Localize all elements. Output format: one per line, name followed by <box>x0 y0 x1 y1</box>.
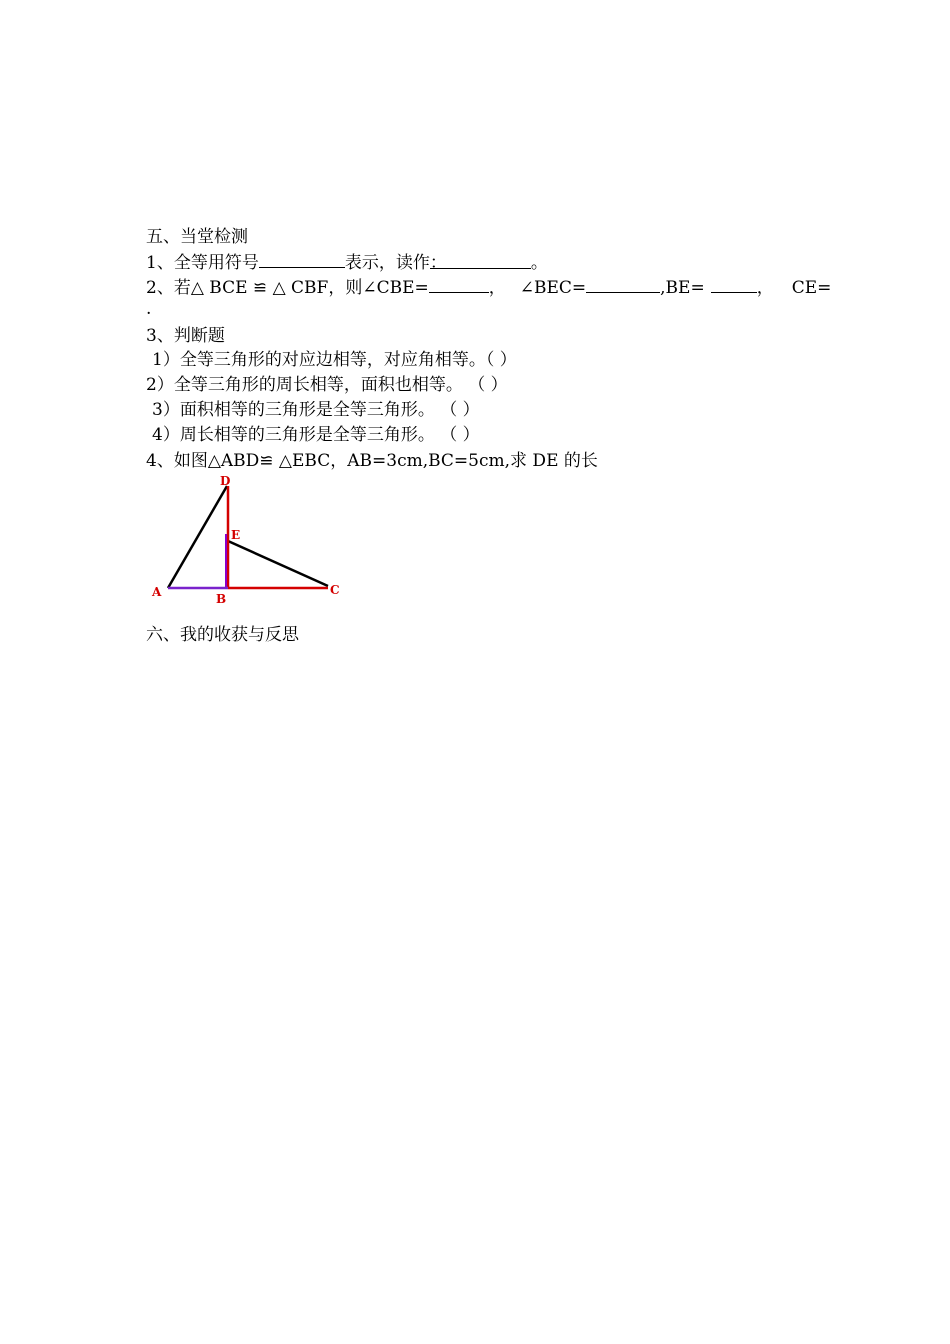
label-D: D <box>220 474 231 488</box>
line-AD <box>168 486 227 588</box>
section-6-title: 六、我的收获与反思 <box>146 625 299 645</box>
q3-item-1: 1）全等三角形的对应边相等，对应角相等。（ ） <box>152 350 517 370</box>
q2-text-f: CE= <box>791 278 832 298</box>
q2-text-c: ∠BEC= <box>519 278 587 298</box>
q3-item-2: 2）全等三角形的周长相等，面积也相等。 （ ） <box>146 375 508 395</box>
triangle-figure <box>146 472 356 607</box>
label-C: C <box>330 583 340 597</box>
q2-text-b: ， <box>488 278 506 298</box>
q2-text-d: ,BE= <box>660 278 705 298</box>
q1-colon: ： <box>429 253 447 273</box>
q1-blank-2[interactable] <box>429 252 531 273</box>
q2-text-e: ， <box>756 278 774 298</box>
q1-blank-1[interactable] <box>259 251 345 268</box>
q1-text-a: 1、全等用符号 <box>146 253 259 273</box>
q1-text-d: 。 <box>530 253 548 273</box>
label-E: E <box>231 528 241 542</box>
line-EC <box>228 541 328 586</box>
q2-text-a: 2、若△ BCE ≌ △ CBF，则∠CBE= <box>146 278 429 298</box>
q2-dot: . <box>146 299 152 319</box>
q3-item-4: 4）周长相等的三角形是全等三角形。 （ ） <box>152 425 480 445</box>
q2-blank-bec[interactable] <box>586 276 660 293</box>
q2-blank-cbe[interactable] <box>429 276 489 293</box>
section-5-title: 五、当堂检测 <box>146 227 248 247</box>
question-1 <box>146 251 548 274</box>
q2-blank-be[interactable] <box>711 276 757 293</box>
question-2 <box>146 276 831 299</box>
question-3-title: 3、判断题 <box>146 326 225 346</box>
question-4: 4、如图△ABD≌ △EBC，AB=3cm,BC=5cm,求 DE 的长 <box>146 451 598 471</box>
q3-item-3: 3）面积相等的三角形是全等三角形。 （ ） <box>152 400 480 420</box>
q1-text-b: 表示，读作 <box>344 253 430 273</box>
label-B: B <box>216 592 227 606</box>
label-A: A <box>152 585 162 599</box>
